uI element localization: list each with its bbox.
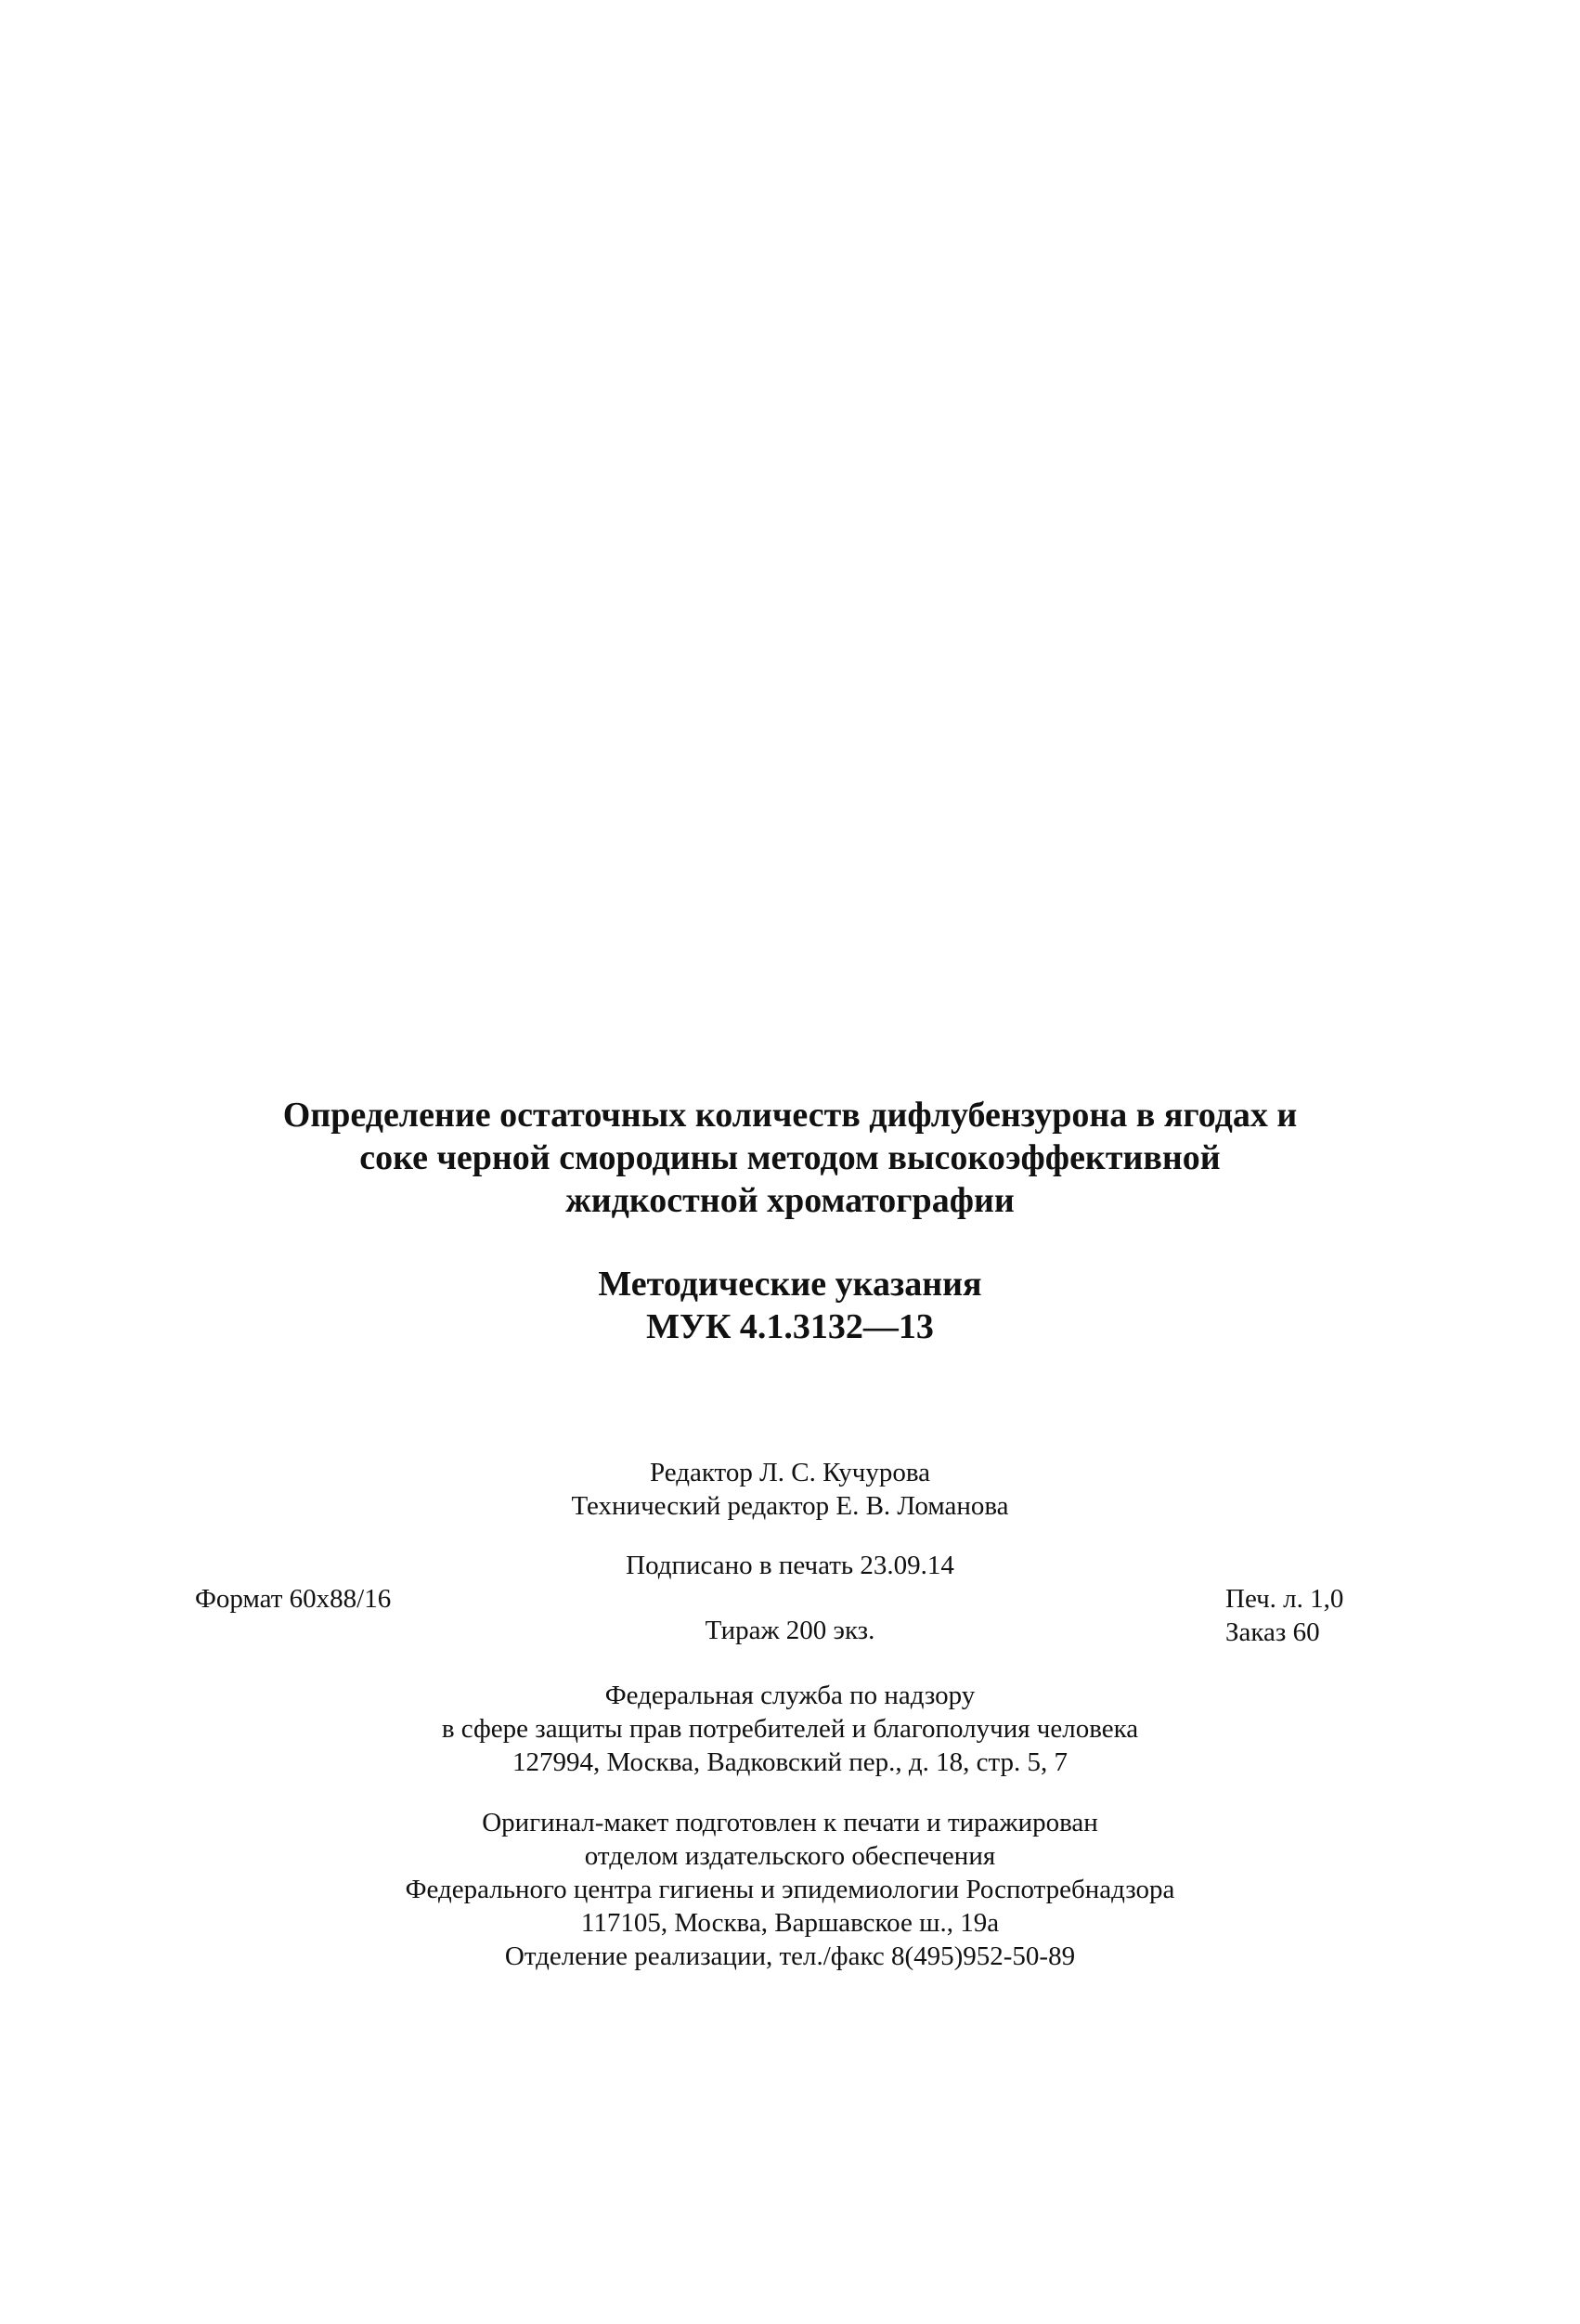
title-line-1: Определение остаточных количеств дифлубензурона в ягодах и [282, 1096, 1298, 1135]
printer-address: 117105, Москва, Варшавское ш., 19а [580, 1908, 1000, 1938]
document-type-label: Методические указания [598, 1265, 982, 1304]
printer-block [0, 1806, 1580, 1973]
editor-name: Редактор Л. С. Кучурова [649, 1458, 931, 1487]
agency-line-1: Федеральная служба по надзору [604, 1681, 976, 1710]
print-format: Формат 60x88/16 [195, 1584, 392, 1614]
document-title [0, 1094, 1580, 1222]
order-number: Заказ 60 [1225, 1617, 1320, 1647]
agency-address: 127994, Москва, Вадковский пер., д. 18, стр. 5, 7 [512, 1747, 1068, 1777]
sales-contact: Отделение реализации, тел./факс 8(495)952-50-89 [504, 1941, 1076, 1971]
tech-editor-name: Технический редактор Е. В. Ломанова [571, 1491, 1009, 1521]
editors-block [0, 1456, 1580, 1523]
printer-line-3: Федерального центра гигиены и эпидемиологии Роспотребнадзора [405, 1875, 1175, 1904]
printer-line-1: Оригинал-макет подготовлен к печати и тиражирован [482, 1808, 1098, 1837]
print-sheets: Печ. л. 1,0 [1225, 1584, 1344, 1614]
agency-block [0, 1679, 1580, 1779]
document-code: МУК 4.1.3132—13 [646, 1307, 934, 1346]
signed-to-print [0, 1549, 1580, 1582]
title-line-2: соке черной смородины методом высокоэффективной [359, 1138, 1221, 1177]
agency-line-2: в сфере защиты прав потребителей и благополучия человека [441, 1714, 1139, 1744]
signed-date: Подписано в печать 23.09.14 [626, 1551, 954, 1580]
circulation [0, 1614, 1580, 1647]
circulation-count: Тираж 200 экз. [705, 1616, 875, 1645]
printer-line-2: отделом издательского обеспечения [584, 1841, 996, 1871]
document-type [0, 1263, 1580, 1348]
title-line-3: жидкостной хроматографии [565, 1181, 1015, 1220]
